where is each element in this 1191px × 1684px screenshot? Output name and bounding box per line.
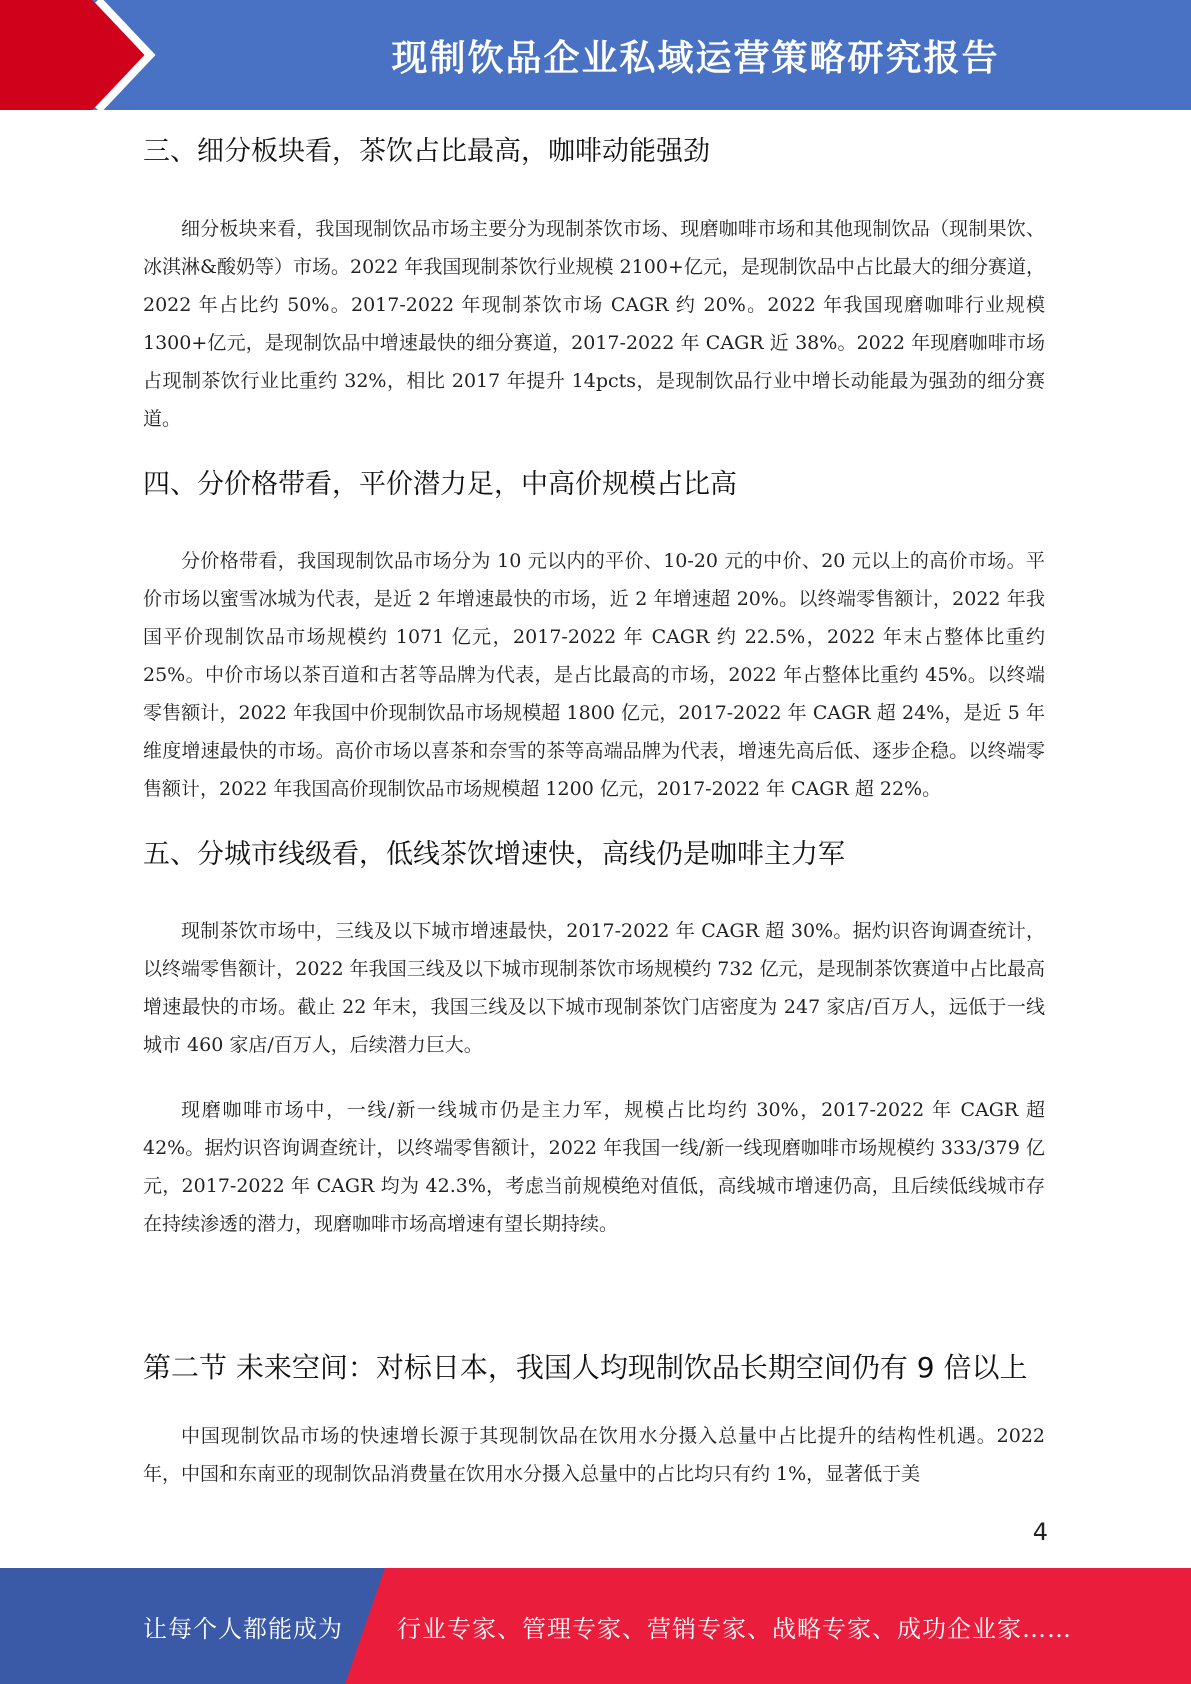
- page-content: [143, 120, 1045, 1493]
- report-title: 现制饮品企业私域运营策略研究报告: [391, 37, 1000, 79]
- paragraph-city-tier-coffee: 现磨咖啡市场中，一线/新一线城市仍是主力军，规模占比均约 30%，2017-2022 年 CAGR 超 42%。据灼识咨询调查统计，以终端零售额计，2022 年我国一线/新一线现磨咖啡市场规模约 333/379 亿元，2017-2022 年 CAGR 均为 42.3%，考虑当前规模绝对值低，高线城市增速仍高，且后续低线城市存在持续渗透的潜力，现磨咖啡市场高增速有望长期持续。: [143, 1099, 1045, 1235]
- paragraph-price-band: 分价格带看，我国现制饮品市场分为 10 元以内的平价、10-20 元的中价、20 元以上的高价市场。平价市场以蜜雪冰城为代表，是近 2 年增速最快的市场，近 2 年增速超 20%。以终端零售额计，2022 年我国平价现制饮品市场规模约 1071 亿元，2017-2022 年 CAGR 约 22.5%，2022 年末占整体比重约 25%。中价市场以茶百道和古茗等品牌为代表，是占比最高的市场，2022 年占整体比重约 45%。以终端零售额计，2022 年我国中价现制饮品市场规模超 1800 亿元，2017-2022 年 CAGR 超 24%，是近 5 年维度增速最快的市场。高价市场以喜茶和奈雪的茶等高端品牌为代表，增速先高后低、逐步企稳。以终端零售额计，2022 年我国高价现制饮品市场规模超 1200 亿元，2017-2022 年 CAGR 超 22%。: [143, 550, 1045, 800]
- footer-slogan-right: 行业专家、管理专家、营销专家、战略专家、成功企业家……: [397, 1614, 1072, 1643]
- section-heading-price-band: 四、分价格带看，平价潜力足，中高价规模占比高: [143, 469, 737, 500]
- paragraph-segments: 细分板块来看，我国现制饮品市场主要分为现制茶饮市场、现磨咖啡市场和其他现制饮品（现制果饮、冰淇淋&酸奶等）市场。2022 年我国现制茶饮行业规模 2100+亿元，是现制饮品中占比最大的细分赛道，2022 年占比约 50%。2017-2022 年现制茶饮市场 CAGR 约 20%。2022 年我国现磨咖啡行业规模 1300+亿元，是现制饮品中增速最快的细分赛道，2017-2022 年 CAGR 近 38%。2022 年现磨咖啡市场占现制茶饮行业比重约 32%，相比 2017 年提升 14pcts，是现制饮品行业中增长动能最为强劲的细分赛道。: [143, 218, 1045, 430]
- footer-slogan-left: 让每个人都能成为: [143, 1614, 343, 1643]
- paragraph-future-space: 中国现制饮品市场的快速增长源于其现制饮品在饮用水分摄入总量中占比提升的结构性机遇。2022 年，中国和东南亚的现制饮品消费量在饮用水分摄入总量中的占比均只有约 1%，显著低于美: [143, 1425, 1045, 1485]
- header-banner: [0, 0, 1191, 110]
- page-number: 4: [1032, 1518, 1048, 1546]
- paragraph-city-tier-tea: 现制茶饮市场中，三线及以下城市增速最快，2017-2022 年 CAGR 超 30%。据灼识咨询调查统计，以终端零售额计，2022 年我国三线及以下城市现制茶饮市场规模约 732 亿元，是现制茶饮赛道中占比最高增速最快的市场。截止 22 年末，我国三线及以下城市现制茶饮门店密度为 247 家店/百万人，远低于一线城市 460 家店/百万人，后续潜力巨大。: [143, 920, 1045, 1056]
- section-heading-future-space: 第二节 未来空间：对标日本，我国人均现制饮品长期空间仍有 9 倍以上: [143, 1351, 1028, 1384]
- section-heading-city-tier: 五、分城市线级看，低线茶饮增速快，高线仍是咖啡主力军: [143, 839, 845, 870]
- footer-banner: [0, 1568, 1191, 1684]
- section-heading-segments: 三、细分板块看，茶饮占比最高，咖啡动能强劲: [143, 136, 710, 167]
